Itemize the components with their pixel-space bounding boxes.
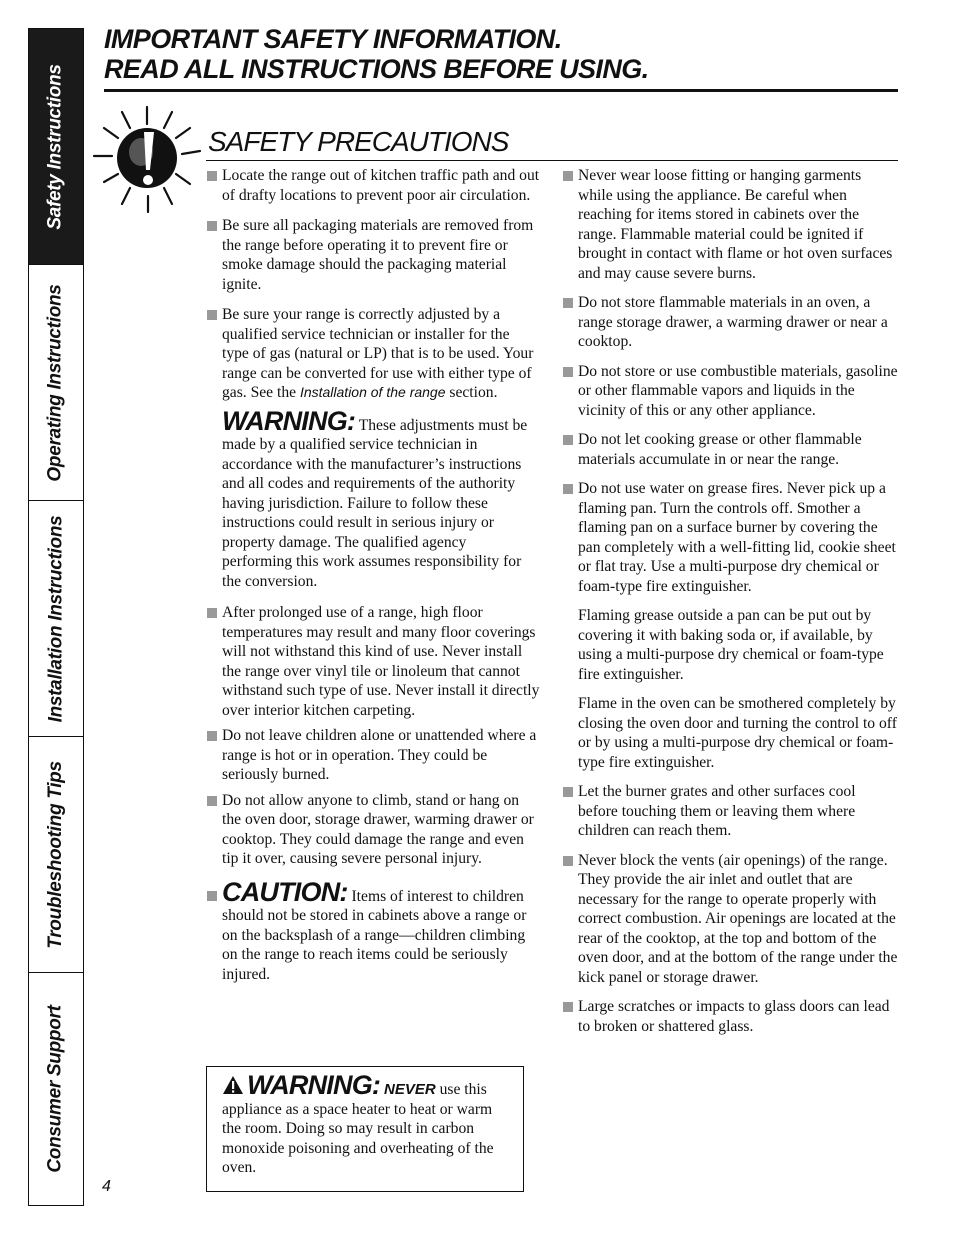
square-bullet-icon bbox=[563, 367, 573, 377]
warning-text: use this appliance as a space heater to heat or warm the room. Doing so may result in carbon monoxide poisoning and overheating of the oven. bbox=[222, 1081, 494, 1176]
list-item bbox=[562, 479, 898, 596]
section-title: SAFETY PRECAUTIONS bbox=[208, 126, 509, 157]
header-rule bbox=[104, 89, 898, 92]
square-bullet-icon bbox=[563, 484, 573, 494]
warning-label: WARNING: bbox=[222, 405, 356, 436]
list-item bbox=[562, 362, 898, 421]
list-item bbox=[562, 430, 898, 469]
tab-label: Operating Instructions bbox=[45, 283, 67, 482]
item-text: Do not store flammable materials in an oven, a range storage drawer, a warming drawer or near a cooktop. bbox=[578, 294, 888, 350]
list-item bbox=[562, 166, 898, 283]
list-item bbox=[206, 166, 540, 205]
list-item bbox=[206, 216, 540, 294]
list-item bbox=[562, 997, 898, 1036]
item-text: Be sure all packaging materials are removed from the range before operating it to prevent fire or smoke damage should the packaging material ignite. bbox=[222, 217, 534, 293]
page-header bbox=[104, 24, 898, 84]
list-item bbox=[562, 851, 898, 988]
caution-label: CAUTION: bbox=[222, 876, 348, 907]
warning-triangle-icon bbox=[222, 1075, 244, 1095]
tab-label: Installation Instructions bbox=[45, 515, 66, 722]
left-column bbox=[206, 166, 540, 984]
paragraph: Flaming grease outside a pan can be put out by covering it with baking soda or, if available, by using a multi-purpose dry chemical or foam-type fire extinguisher. bbox=[578, 607, 884, 683]
tab-consumer-support[interactable] bbox=[29, 973, 83, 1204]
right-column bbox=[562, 166, 898, 1047]
item-text: Be sure your range is correctly adjusted by a qualified service technician or installer for the type of gas (natural or LP) that is to be used. Your range can be converted for use with either type of gas. See the bbox=[222, 306, 534, 401]
space-heater-warning-box bbox=[206, 1066, 524, 1192]
square-bullet-icon bbox=[207, 608, 217, 618]
caution-note bbox=[206, 876, 540, 985]
item-text: After prolonged use of a range, high floor temperatures may result and many floor coverings will not withstand this kind of use. Never install the range over vinyl tile or linoleum that cannot withstand such type of use. Never install it directly over interior kitchen carpeting. bbox=[222, 604, 540, 719]
item-text: Never wear loose fitting or hanging garments while using the appliance. Be careful when reaching for items stored in cabinets over the range. Flammable material could be ignited if brought in contact with flame or hot oven surfaces and may cause severe burns. bbox=[578, 167, 893, 282]
square-bullet-icon bbox=[207, 731, 217, 741]
section-rule bbox=[206, 160, 898, 161]
square-bullet-icon bbox=[563, 298, 573, 308]
tab-label: Troubleshooting Tips bbox=[45, 760, 66, 949]
section-reference: Installation of the range bbox=[299, 384, 446, 400]
tab-label: Consumer Support bbox=[45, 1004, 67, 1173]
square-bullet-icon bbox=[563, 856, 573, 866]
caution-text: Items of interest to children should not be stored in cabinets above a range or on the backsplash of a range—children climbing on the range to reach items could be seriously injured. bbox=[222, 887, 527, 983]
square-bullet-icon bbox=[207, 891, 217, 901]
section-tabs bbox=[28, 28, 84, 1206]
list-item bbox=[562, 293, 898, 352]
item-text: Do not let cooking grease or other flammable materials accumulate in or near the range. bbox=[578, 431, 862, 468]
list-item bbox=[206, 603, 540, 720]
header-line-1: IMPORTANT SAFETY INFORMATION. bbox=[104, 24, 562, 54]
tab-safety-instructions[interactable] bbox=[29, 29, 83, 265]
square-bullet-icon bbox=[563, 171, 573, 181]
item-text: Do not allow anyone to climb, stand or hang on the oven door, storage drawer, warming drawer or cooktop. They could damage the range and even tip it over, causing severe personal injury. bbox=[222, 791, 534, 867]
square-bullet-icon bbox=[207, 796, 217, 806]
list-item bbox=[562, 782, 898, 841]
square-bullet-icon bbox=[563, 1002, 573, 1012]
item-text: Large scratches or impacts to glass doors can lead to broken or shattered glass. bbox=[578, 998, 890, 1035]
square-bullet-icon bbox=[207, 221, 217, 231]
item-text: section. bbox=[445, 384, 498, 401]
page-number: 4 bbox=[102, 1178, 111, 1195]
tab-installation-instructions[interactable] bbox=[29, 501, 83, 737]
item-text: Do not use water on grease fires. Never pick up a flaming pan. Turn the controls off. Smother a flaming pan on a surface burner by covering the pan completely with a well-fitting lid, cookie sheet or flat tray. Use a multi-purpose dry chemical or foam-type fire extinguisher. bbox=[578, 480, 896, 595]
tab-label: Safety Instructions bbox=[45, 63, 66, 230]
square-bullet-icon bbox=[207, 310, 217, 320]
list-item bbox=[206, 726, 540, 785]
list-item bbox=[206, 791, 540, 869]
item-text: Do not leave children alone or unattended where a range is hot or in operation. They could be seriously burned. bbox=[222, 727, 537, 783]
item-text: Never block the vents (air openings) of the range. They provide the air inlet and outlet that are necessary for the range to operate properly with correct combustion. Air openings are located at the rear of the cooktop, at the top and bottom of the oven door, and at the bottom of the range under the kick panel or storage drawer. bbox=[578, 851, 898, 986]
tab-troubleshooting-tips[interactable] bbox=[29, 737, 83, 973]
warning-note bbox=[206, 405, 540, 592]
square-bullet-icon bbox=[563, 787, 573, 797]
item-text: Let the burner grates and other surfaces cool before touching them or leaving them where children can reach them. bbox=[578, 783, 856, 839]
header-line-2: READ ALL INSTRUCTIONS BEFORE USING. bbox=[104, 54, 649, 84]
warning-label: WARNING: bbox=[247, 1070, 381, 1100]
item-text: Locate the range out of kitchen traffic path and out of drafty locations to prevent poor air circulation. bbox=[222, 167, 540, 204]
paragraph: Flame in the oven can be smothered completely by closing the oven door and turning the control to off or by using a multi-purpose dry chemical or foam-type fire extinguisher. bbox=[578, 695, 897, 771]
tab-operating-instructions[interactable] bbox=[29, 265, 83, 501]
item-text: Do not store or use combustible materials, gasoline or other flammable vapors and liquids in the vicinity of this or any other appliance. bbox=[578, 362, 898, 419]
exclamation-burst-icon bbox=[92, 104, 202, 214]
never-label: NEVER bbox=[384, 1081, 436, 1098]
list-item bbox=[206, 305, 540, 403]
square-bullet-icon bbox=[563, 435, 573, 445]
square-bullet-icon bbox=[207, 171, 217, 181]
warning-text: These adjustments must be made by a qualified service technician in accordance with the manufacturer’s instructions and all codes and requirements of the authority having jurisdiction. Failure to follow these instructions could result in serious injury or property damage. The qualified agency performing this work assumes responsibility for the conversion. bbox=[222, 416, 528, 590]
